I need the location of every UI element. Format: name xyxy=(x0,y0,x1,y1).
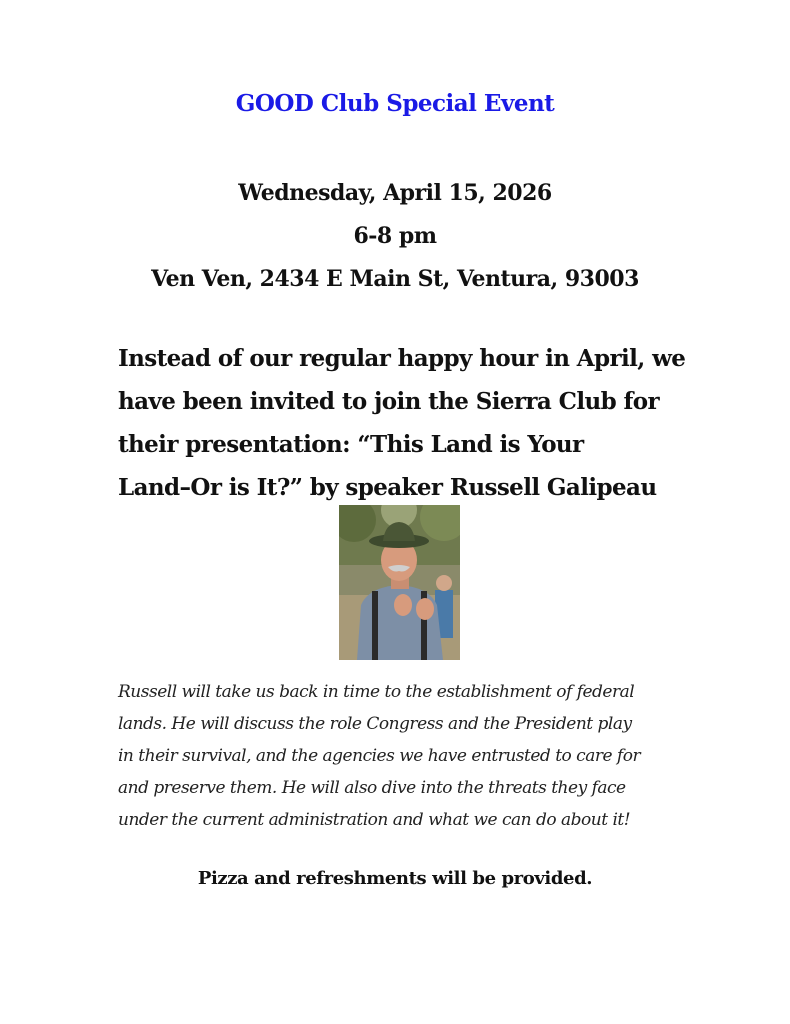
speaker-photo xyxy=(339,505,460,660)
description-line: and preserve them. He will also dive into the threats they face xyxy=(118,778,626,798)
intro-line: Land–Or is It?” by speaker Russell Galipeau xyxy=(118,474,657,501)
event-title: GOOD Club Special Event xyxy=(235,90,555,117)
description-line: Russell will take us back in time to the establishment of federal xyxy=(118,682,635,702)
event-date: Wednesday, April 15, 2026 xyxy=(238,180,552,206)
event-time: 6-8 pm xyxy=(353,223,437,249)
description-line: under the current administration and what we can do about it! xyxy=(118,810,631,830)
intro-line: have been invited to join the Sierra Club for xyxy=(118,388,660,415)
intro-line: Instead of our regular happy hour in April, we xyxy=(118,345,686,372)
description-line: lands. He will discuss the role Congress and the President play xyxy=(118,714,632,734)
speaker-description xyxy=(118,676,718,836)
description-line: in their survival, and the agencies we have entrusted to care for xyxy=(118,746,641,766)
intro-paragraph xyxy=(118,337,698,509)
intro-line: their presentation: “This Land is Your xyxy=(118,431,584,458)
event-details xyxy=(0,172,790,301)
refreshments-note: Pizza and refreshments will be provided. xyxy=(197,868,593,889)
event-location: Ven Ven, 2434 E Main St, Ventura, 93003 xyxy=(151,266,639,292)
